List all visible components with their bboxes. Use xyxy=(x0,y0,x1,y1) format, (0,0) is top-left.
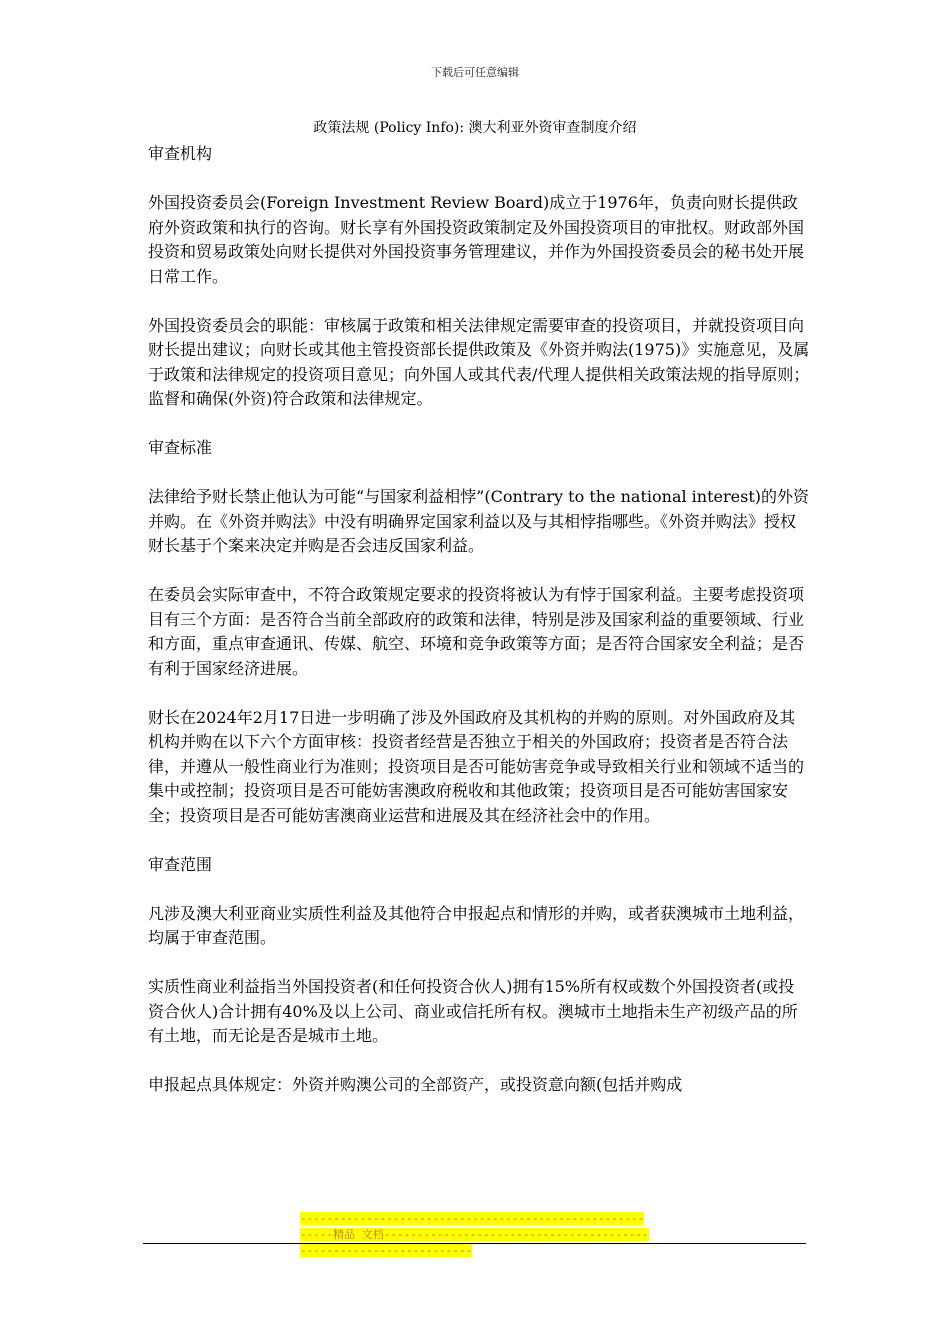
paragraph-committee-review: 在委员会实际审查中，不符合政策规定要求的投资将被认为有悖于国家利益。主要考虑投资项目有三个方面：是否符合当前全部政府的政策和法律，特别是涉及国家利益的重要领域、行业和方面，重点审查通讯、传媒、航空、环境和竞争政策等方面；是否符合国家安全利益；是否有利于国家经济进展。 xyxy=(148,585,805,678)
section-heading-review-agency: 审查机构 xyxy=(148,144,213,163)
footer-divider xyxy=(143,1243,806,1244)
paragraph-firb-functions: 外国投资委员会的职能：审核属于政策和相关法律规定需要审查的投资项目，并就投资项目向财长提出建议；向财长或其他主管投资部长提供政策及《外资并购法(1975)》实施意见，及属于政策和法律规定的投资项目意见；向外国人或其代表/代理人提供相关政策法规的指导原则；监督和确保(外资)符合政策和法律规定。 xyxy=(148,315,810,408)
document-title: 政策法规 (Policy Info): 澳大利亚外资审查制度介绍 xyxy=(313,120,637,136)
paragraph-thresholds: 申报起点具体规定：外资并购澳公司的全部资产，或投资意向额(包括并购成 xyxy=(148,1075,683,1094)
page-header-note: 下载后可任意编辑 xyxy=(431,66,519,79)
paragraph-firb-intro: 外国投资委员会(Foreign Investment Review Board)成立于1976年，负责向财长提供政府外资政策和执行的咨询。财长享有外国投资政策制定及外国投资项目的审批权。财政部外国投资和贸易政策处向财长提供对外国投资事务管理建议，并作为外国投资委员会的秘书处开展日常工作。 xyxy=(148,193,805,286)
section-heading-review-scope: 审查范围 xyxy=(148,854,213,874)
footer-watermark-text: ---------------------------------------------------------精品 文档------------------------------------------------------------------ xyxy=(300,1212,649,1257)
paragraph-national-interest: 法律给予财长禁止他认为可能“与国家利益相悖”(Contrary to the national interest)的外资并购。在《外资并购法》中没有明确界定国家利益以及与其相悖指哪些。《外资并购法》授权财长基于个案来决定并购是否会违反国家利益。 xyxy=(148,487,810,555)
footer-watermark xyxy=(300,1211,650,1259)
paragraph-foreign-government-principles: 财长在2024年2月17日进一步明确了涉及外国政府及其机构的并购的原则。对外国政府及其机构并购在以下六个方面审核：投资者经营是否独立于相关的外国政府；投资者是否符合法律，并遵从一般性商业行为准则；投资项目是否可能妨害竞争或导致相关行业和领域不适当的集中或控制；投资项目是否可能妨害澳政府税收和其他政策；投资项目是否可能妨害国家安全；投资项目是否可能妨害澳商业运营和进展及其在经济社会中的作用。 xyxy=(148,707,805,825)
paragraph-scope: 凡涉及澳大利亚商业实质性利益及其他符合申报起点和情形的并购，或者获澳城市土地利益，均属于审查范围。 xyxy=(148,903,805,947)
section-heading-review-standards: 审查标准 xyxy=(148,438,213,457)
paragraph-substantial-interest: 实质性商业利益指当外国投资者(和任何投资合伙人)拥有15%所有权或数个外国投资者(或投资合伙人)合计拥有40%及以上公司、商业或信托所有权。澳城市土地指未生产初级产品的所有土地，而无论是否是城市土地。 xyxy=(148,977,798,1045)
document-body xyxy=(148,142,810,1098)
